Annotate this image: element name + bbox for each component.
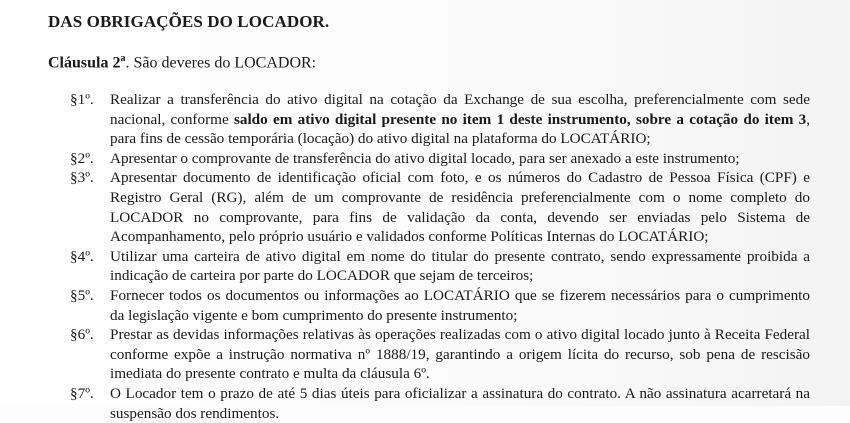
paragraph-text: Apresentar documento de identificação oficial com foto, e os números do Cadastro de Pessoa Física (CPF) e Registro Geral (RG), além de um comprovante de residência preferencialmente com o nome completo do LOCADOR no comprovante, para fins de validação da conta, devendo ser enviadas pelo Sistema de Acompanhamento, pelo próprio usuário e validados conforme Políticas Internas do LOCATÁRIO; xyxy=(110,169,810,246)
paragraph-text: O Locador tem o prazo de até 5 dias úteis para oficializar a assinatura do contrato. A não assinatura acarretará na suspensão dos rendimentos. xyxy=(110,384,810,422)
paragraph-list xyxy=(70,90,810,423)
paragraph-7 xyxy=(70,384,810,423)
paragraph-text xyxy=(110,90,810,149)
paragraph-number: §2º. xyxy=(70,149,94,167)
clause-intro xyxy=(48,53,316,72)
paragraph-text: Fornecer todos os documentos ou informações ao LOCATÁRIO que se fizerem necessários para o cumprimento da legislação vigente e bom cumprimento do presente instrumento; xyxy=(110,286,810,324)
paragraph-4 xyxy=(70,247,810,286)
paragraph-text: Utilizar uma carteira de ativo digital em nome do titular do presente contrato, sendo expressamente proibida a indicação de carteira por parte do LOCADOR que sejam de terceiros; xyxy=(110,247,810,285)
paragraph-1 xyxy=(70,90,810,149)
paragraph-5 xyxy=(70,286,810,325)
paragraph-3 xyxy=(70,168,810,246)
paragraph-text-bold: saldo em ativo digital presente no item 1 deste instrumento, sobre a cotação do item 3 xyxy=(233,110,807,128)
clause-label-superscript: a xyxy=(120,53,126,64)
paragraph-2 xyxy=(70,149,810,169)
clause-label: Cláusula 2 xyxy=(48,54,121,72)
paragraph-number: §1º. xyxy=(70,91,94,108)
paragraph-text-start: Realizar a transferência do ativo digital na cotação da Exchange de sua escolha, preferencialmente com sede nacional, conforme xyxy=(110,91,810,128)
paragraph-number: §6º. xyxy=(70,326,94,344)
paragraph-text: Apresentar o comprovante de transferência do ativo digital locado, para ser anexado a este instrumento; xyxy=(110,149,740,167)
paragraph-text-end: , para fins de cessão temporária (locação) do ativo digital na plataforma do LOCATÁRIO; xyxy=(110,110,810,148)
paragraph-number: §7º. xyxy=(70,384,94,402)
paragraph-number: §3º. xyxy=(70,169,94,187)
paragraph-text: Prestar as devidas informações relativas às operações realizadas com o ativo digital locado junto à Receita Federal conforme expõe a instrução normativa nº 1888/19, garantindo a origem lícita do recurso, sob pena de rescisão imediata do presente contrato e multa da cláusula 6º. xyxy=(110,326,810,383)
clause-intro-text: . São deveres do LOCADOR: xyxy=(125,54,317,72)
section-heading: DAS OBRIGAÇÕES DO LOCADOR. xyxy=(48,12,330,31)
paragraph-number: §4º. xyxy=(70,247,94,265)
paragraph-6 xyxy=(70,325,810,384)
paragraph-number: §5º. xyxy=(70,286,94,304)
